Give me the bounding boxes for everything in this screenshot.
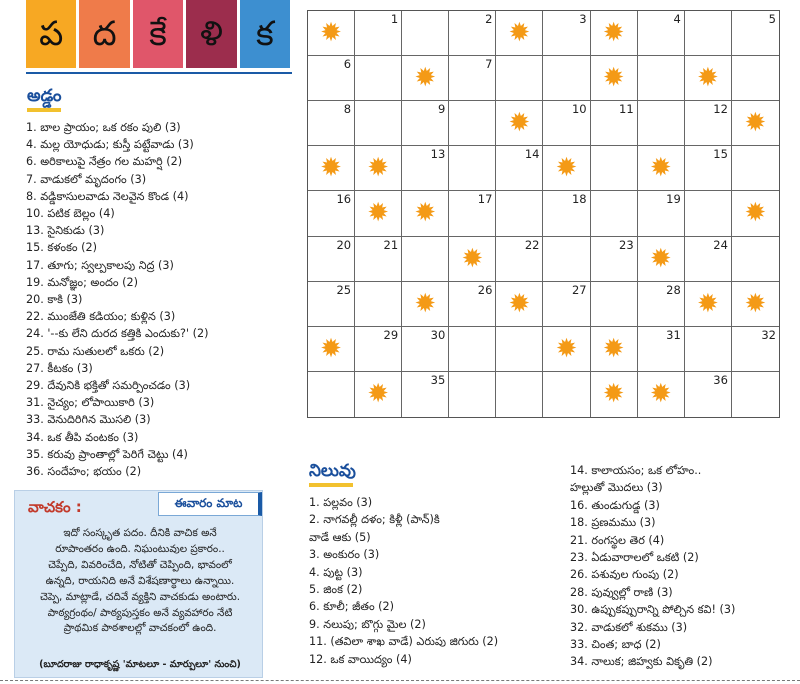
grid-cell[interactable] <box>732 327 779 372</box>
grid-cell[interactable] <box>496 327 543 372</box>
grid-cell[interactable] <box>732 372 779 417</box>
grid-cell[interactable] <box>308 11 355 56</box>
grid-cell[interactable] <box>308 101 355 146</box>
down-clue: వాడే ఆకు (5) <box>309 530 371 544</box>
star-icon: ✹ <box>744 198 767 229</box>
cell-number: 1 <box>390 12 399 26</box>
down-clue: 3. అంకురం (3) <box>309 548 380 562</box>
across-clue: 6. అరికాలుపై నేత్రం గల మహర్షి (2) <box>26 155 183 169</box>
grid-cell[interactable] <box>449 191 496 236</box>
grid-cell[interactable] <box>449 56 496 101</box>
grid-cell[interactable] <box>543 191 590 236</box>
down-clue: 21. రంగస్థల తెర (4) <box>570 533 665 547</box>
grid-cell[interactable] <box>355 101 402 146</box>
grid-cell[interactable] <box>732 146 779 191</box>
across-clue: 33. వెనుదిరిగిన మొసలి (3) <box>26 413 151 427</box>
grid-cell[interactable] <box>543 101 590 146</box>
grid-cell[interactable] <box>732 191 779 236</box>
across-clue: 15. కళంకం (2) <box>26 241 97 255</box>
grid-cell[interactable] <box>355 372 402 417</box>
down-clue: 32. వాడుకలో శుకము (3) <box>570 620 688 634</box>
cell-number: 7 <box>485 57 493 72</box>
cell-number: 13 <box>430 147 446 162</box>
grid-cell[interactable] <box>732 282 779 327</box>
vachakam-source: (బూదరాజు రాధాకృష్ణ 'మాటలూ - మార్పులూ' నుంచి) <box>39 659 241 670</box>
down-clue: 18. ప్రణమము (3) <box>570 516 656 530</box>
cell-number: 17 <box>477 192 493 207</box>
cell-number: 14 <box>524 147 540 162</box>
grid-cell[interactable] <box>591 282 638 327</box>
grid-cell[interactable] <box>355 237 402 282</box>
cell-number: 8 <box>343 102 352 117</box>
grid-cell[interactable] <box>685 327 732 372</box>
star-icon: ✹ <box>744 288 767 319</box>
grid-cell[interactable] <box>402 282 449 327</box>
grid-cell[interactable] <box>402 372 449 417</box>
cell-number: 23 <box>619 237 634 252</box>
star-icon: ✹ <box>367 379 390 410</box>
grid-cell[interactable] <box>308 191 355 236</box>
grid-cell[interactable] <box>591 372 638 417</box>
grid-cell[interactable] <box>355 56 402 101</box>
cell-number: 5 <box>768 12 776 26</box>
cell-number: 25 <box>336 282 352 297</box>
star-icon: ✹ <box>320 153 342 184</box>
down-clue: 16. తుండుగుడ్డ (3) <box>570 498 660 512</box>
grid-cell[interactable] <box>591 146 638 191</box>
cell-number: 2 <box>485 12 493 26</box>
grid-cell[interactable] <box>496 191 543 236</box>
word-of-week-tag: ఈవారం మాట <box>158 492 262 516</box>
grid-cell[interactable] <box>543 372 590 417</box>
down-clue: 2. నాగవల్లీ దళం; కిళ్లీ (పాన్)కి <box>309 513 440 527</box>
grid-cell[interactable] <box>543 237 590 282</box>
star-icon: ✹ <box>602 18 625 49</box>
grid-cell[interactable] <box>732 101 779 146</box>
grid-cell[interactable] <box>685 101 732 146</box>
across-clue: 19. మనోజ్ఞం; అందం (2) <box>26 275 139 289</box>
grid-cell[interactable] <box>402 56 449 101</box>
grid-cell[interactable] <box>449 146 496 191</box>
star-icon: ✹ <box>461 243 484 274</box>
down-clue: 14. కాలాయసం; ఒక లోహం.. <box>570 464 702 477</box>
star-icon: ✹ <box>696 288 719 319</box>
grid-cell[interactable] <box>355 282 402 327</box>
crossword-grid <box>307 10 780 418</box>
cell-number: 10 <box>571 102 587 117</box>
grid-cell[interactable] <box>685 146 732 191</box>
cell-number: 16 <box>336 192 352 207</box>
grid-cell[interactable] <box>732 237 779 282</box>
across-clue: 13. సైనికుడు (3) <box>26 224 105 238</box>
star-icon: ✹ <box>602 333 625 364</box>
cell-number: 18 <box>571 192 587 207</box>
grid-cell[interactable] <box>685 237 732 282</box>
vachakam-text <box>24 526 256 637</box>
across-clue: 17. తూగు; స్వల్పకాలపు నిద్ర (3) <box>26 258 174 272</box>
down-clue: 4. పుట్ట (3) <box>309 565 363 579</box>
grid-cell[interactable] <box>591 56 638 101</box>
down-clue: హల్లుతో మొదలు (3) <box>570 481 663 495</box>
down-clue: 9. నలుపు; బొగ్గు మైల (2) <box>309 617 426 631</box>
grid-cell[interactable] <box>308 282 355 327</box>
across-clue: 27. కీటకం (3) <box>26 361 93 375</box>
across-title-underline <box>27 108 61 112</box>
grid-cell[interactable] <box>449 101 496 146</box>
across-clue: 10. పటిక బెల్లం (4) <box>26 207 115 221</box>
star-icon: ✹ <box>320 333 342 364</box>
vachakam-line: ఇదో సంస్కృత పదం. దీనికి వాచిక అనే <box>63 527 217 539</box>
down-clue: 26. పశువుల గుంపు (2) <box>570 568 679 582</box>
star-icon: ✹ <box>696 63 719 94</box>
across-clue: 8. వడ్డికాసులవాడు నెలవైన కొండ (4) <box>26 189 189 203</box>
grid-cell[interactable] <box>543 56 590 101</box>
grid-cell[interactable] <box>308 146 355 191</box>
grid-cell[interactable] <box>638 101 685 146</box>
across-clue: 24. '--కు లేని దురద కత్తికి ఎందుకు?' (2) <box>26 327 209 341</box>
star-icon: ✹ <box>555 153 578 184</box>
grid-cell[interactable] <box>402 327 449 372</box>
grid-cell[interactable] <box>732 11 779 56</box>
cell-number: 6 <box>343 57 352 72</box>
vachakam-line: చెప్పేది, వివరించేది, నోటితో చెప్పింది, భావంలో <box>48 558 232 571</box>
down-clue: 33. చింత; బాధ (2) <box>570 638 661 652</box>
down-clue: 30. ఉప్పుకప్పురాన్ని పోల్చిన కవి! (3) <box>570 603 736 617</box>
cell-number: 28 <box>666 282 681 297</box>
cell-number: 21 <box>383 237 399 252</box>
down-title-underline <box>309 483 353 487</box>
down-clue: 23. ఏడువారాలలో ఒకటి (2) <box>570 551 699 565</box>
grid-cell[interactable] <box>308 56 355 101</box>
title-tile-2: ద <box>79 0 129 68</box>
down-clue: 28. పువ్వుల్లో రాణి (3) <box>570 585 673 599</box>
grid-cell[interactable] <box>591 101 638 146</box>
grid-cell[interactable] <box>638 56 685 101</box>
star-icon: ✹ <box>602 63 625 94</box>
vachakam-line: రూపాంతరం ఉంది. నిఘంటువుల ప్రకారం.. <box>55 542 225 555</box>
down-clue: 34. నాలుక; జిహ్వకు వికృతి (2) <box>570 655 713 669</box>
title-tile-4: ళి <box>186 0 236 68</box>
grid-cell[interactable] <box>308 372 355 417</box>
star-icon: ✹ <box>508 108 531 139</box>
header-divider <box>26 72 292 74</box>
star-icon: ✹ <box>508 288 531 319</box>
vachakam-line: పాఠ్యగ్రంథం/ పాఠ్యపుస్తకం అనే వ్యవహారం నేటి <box>47 606 233 619</box>
grid-cell[interactable] <box>685 11 732 56</box>
cell-number: 29 <box>383 327 399 342</box>
grid-cell[interactable] <box>638 191 685 236</box>
across-clue: 29. దేవునికి భక్తితో సమర్పించడం (3) <box>26 379 191 393</box>
page-bottom-divider <box>0 680 800 681</box>
title-tiles <box>26 0 290 68</box>
cell-number: 30 <box>430 327 446 342</box>
grid-cell[interactable] <box>543 146 590 191</box>
grid-cell[interactable] <box>355 191 402 236</box>
grid-cell[interactable] <box>449 282 496 327</box>
cell-number: 11 <box>619 102 634 117</box>
grid-cell[interactable] <box>685 282 732 327</box>
grid-cell[interactable] <box>638 282 685 327</box>
star-icon: ✹ <box>414 288 437 319</box>
cell-number: 27 <box>571 282 587 297</box>
cell-number: 3 <box>579 12 587 26</box>
across-clue: 34. ఒక తీపి వంటకం (3) <box>26 430 139 444</box>
grid-cell[interactable] <box>449 237 496 282</box>
vachakam-line: ఉన్నది, రాయనిది అనే విశేషణార్థాలు ఉన్నాయి. <box>45 574 235 587</box>
grid-cell[interactable] <box>308 237 355 282</box>
cell-number: 36 <box>713 372 728 387</box>
cell-number: 20 <box>336 237 352 252</box>
grid-cell[interactable] <box>638 11 685 56</box>
grid-cell[interactable] <box>638 372 685 417</box>
cell-number: 22 <box>524 237 540 252</box>
grid-cell[interactable] <box>591 327 638 372</box>
across-clue: 7. వాడుకలో మృదంగం (3) <box>26 172 147 186</box>
across-clue: 31. నైచ్యం; లోపాయికారి (3) <box>26 396 155 410</box>
grid-cell[interactable] <box>496 146 543 191</box>
title-tile-5: క <box>240 0 290 68</box>
star-icon: ✹ <box>649 379 672 410</box>
grid-cell[interactable] <box>685 191 732 236</box>
grid-cell[interactable] <box>402 101 449 146</box>
grid-cell[interactable] <box>638 146 685 191</box>
grid-cell[interactable] <box>496 237 543 282</box>
star-icon: ✹ <box>414 63 437 94</box>
star-icon: ✹ <box>367 198 390 229</box>
down-clue-list-right <box>570 462 735 671</box>
grid-cell[interactable] <box>402 11 449 56</box>
star-icon: ✹ <box>367 153 390 184</box>
star-icon: ✹ <box>649 153 672 184</box>
down-clue: 11. (తవిలా శాఖ వాడే) ఎరుపు జిగురు (2) <box>309 635 499 649</box>
grid-cell[interactable] <box>449 372 496 417</box>
grid-cell[interactable] <box>496 101 543 146</box>
grid-cell[interactable] <box>449 11 496 56</box>
star-icon: ✹ <box>414 198 437 229</box>
vachakam-title: వాచకం : <box>28 498 82 516</box>
grid-cell[interactable] <box>355 146 402 191</box>
title-tile-3: కే <box>133 0 183 68</box>
grid-cell[interactable] <box>402 191 449 236</box>
across-clue-list <box>26 119 208 480</box>
cell-number: 9 <box>437 102 446 117</box>
cell-number: 35 <box>430 372 446 387</box>
grid-cell[interactable] <box>402 237 449 282</box>
cell-number: 4 <box>673 12 681 26</box>
star-icon: ✹ <box>744 108 767 139</box>
cell-number: 19 <box>666 192 681 207</box>
vachakam-line: చెప్పె, మాట్లాడే, చదివే వ్యక్తిని వాచకుడు అంటారు. <box>40 590 240 603</box>
grid-cell[interactable] <box>543 327 590 372</box>
cell-number: 32 <box>761 327 776 342</box>
grid-cell[interactable] <box>355 327 402 372</box>
down-title: నిలువు <box>309 461 356 481</box>
cell-number: 15 <box>713 147 728 162</box>
vachakam-line: ప్రాథమిక పాఠశాలల్లో వాచకంలో ఉంది. <box>63 622 217 635</box>
grid-cell[interactable] <box>591 237 638 282</box>
down-clue: 6. కూలీ; జీతం (2) <box>309 600 395 614</box>
down-clue-list-left <box>309 494 498 668</box>
down-clue: 1. పల్లవం (3) <box>309 496 373 509</box>
star-icon: ✹ <box>320 18 342 49</box>
across-title: అడ్డం <box>27 86 62 106</box>
grid-cell[interactable] <box>496 282 543 327</box>
grid-cell[interactable] <box>355 11 402 56</box>
down-clue: 12. ఒక వాయిద్యం (4) <box>309 652 412 666</box>
grid-cell[interactable] <box>402 146 449 191</box>
star-icon: ✹ <box>508 18 531 49</box>
title-tile-1: ప <box>26 0 76 68</box>
cell-number: 24 <box>713 237 728 252</box>
grid-cell[interactable] <box>496 372 543 417</box>
star-icon: ✹ <box>649 243 672 274</box>
grid-cell[interactable] <box>685 56 732 101</box>
grid-cell[interactable] <box>591 191 638 236</box>
star-icon: ✹ <box>555 333 578 364</box>
across-clue: 25. రామ సుతులలో ఒకరు (2) <box>26 344 165 358</box>
across-clue: 1. బాల ప్రాయం; ఒక రకం పులి (3) <box>26 121 181 134</box>
across-clue: 35. కరువు ప్రాంతాల్లో పెరిగే చెట్టు (4) <box>26 447 188 461</box>
grid-cell[interactable] <box>543 11 590 56</box>
grid-cell[interactable] <box>496 56 543 101</box>
grid-cell[interactable] <box>591 11 638 56</box>
across-clue: 4. మల్ల యోధుడు; కుస్తీ పట్టేవాడు (3) <box>26 138 194 152</box>
down-clue: 5. జింక (2) <box>309 583 363 597</box>
cell-number: 26 <box>477 282 493 297</box>
grid-cell[interactable] <box>496 11 543 56</box>
across-clue: 20. కాకి (3) <box>26 293 83 307</box>
across-clue: 22. ముంజేతి కడియం; కుళ్లిన (3) <box>26 310 176 324</box>
grid-cell[interactable] <box>638 237 685 282</box>
grid-cell[interactable] <box>449 327 496 372</box>
grid-cell[interactable] <box>732 56 779 101</box>
grid-cell[interactable] <box>685 372 732 417</box>
star-icon: ✹ <box>602 379 625 410</box>
cell-number: 12 <box>713 102 728 117</box>
cell-number: 31 <box>666 327 681 342</box>
grid-cell[interactable] <box>308 327 355 372</box>
across-clue: 36. సందేహం; భయం (2) <box>26 465 142 479</box>
grid-cell[interactable] <box>543 282 590 327</box>
grid-cell[interactable] <box>638 327 685 372</box>
